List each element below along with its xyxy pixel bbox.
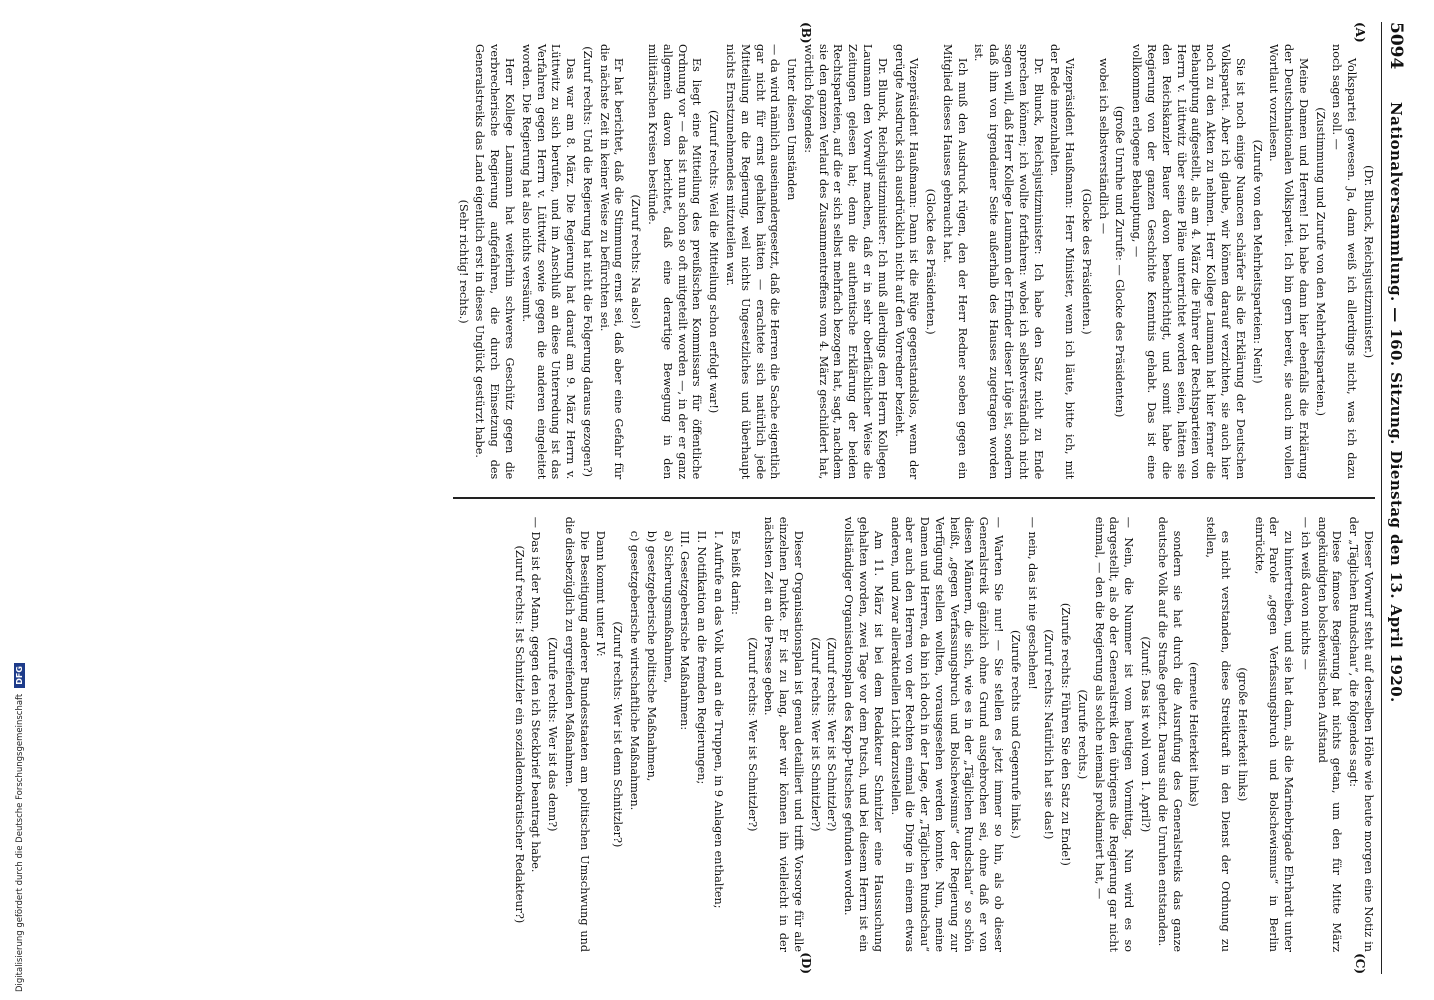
right-column (453, 499, 1375, 974)
left-column (453, 22, 1375, 497)
paragraph: Das war am 8. März. Die Regierung hat darauf am 9. März Herrn v. Lüttwitz zu sich berufen, und im Anschluß an diese Unterredung ist das Verfahren gegen Herrn v. Lüttwitz sowie gegen die anderen eingeleitet worden. Die Regierung hat also nichts versäumt. (519, 44, 578, 480)
paragraph: (erneute Heiterkeit links) (1187, 661, 1201, 807)
paragraph: (Glocke des Präsidenten.) (924, 188, 938, 335)
page-header (1381, 22, 1406, 974)
paragraph: (Zuruf: Das ist wohl vom 1. April?) (1139, 636, 1153, 833)
paragraph: (Zustimmung und Zurufe von den Mehrheitsparteien.) (1313, 107, 1327, 416)
page-title: Nationalversammlung. — 160. Sitzung. Dienstag den 13. April 1920. (1387, 102, 1405, 703)
paragraph: — nein, das ist nie geschehen! (1025, 516, 1039, 690)
paragraph: (Glocke des Präsidenten.) (1079, 188, 1093, 335)
paragraph: (große Unruhe und Zurufe: — Glocke des Präsidenten) (1113, 105, 1127, 418)
paragraph: Am 11. März ist bei dem Redakteur Schnitzler eine Haussuchung gehalten worden, zwei Tage vor dem Putsch, und bei diesem Herrn ist ein vollständiger Organisationsplan des Kapp-Putsches gefunden worden. (842, 516, 885, 952)
paragraph: Meine Damen und Herren! Ich habe dann hier ebenfalls die Erklärung der Deutschnationalen Volkspartei. Ich bin gern bereit, sie auch im vollen Wortlaut vorzulesen. (1267, 44, 1310, 480)
paragraph: (Zurufe von den Mehrheitsparteien: Nein!) (1250, 139, 1264, 384)
paragraph: — Nein, die Nummer ist vom heutigen Vormittag. Nun wird es so dargestellt, als ob der Generalstreik den übrigens die Regierung gar nicht einmal, — den die Regierung als solche niemals proklamiert hat, — (1092, 516, 1136, 952)
paragraph: b) gesetzgeberische politische Maßnahmen, (644, 530, 658, 782)
paragraph: Unter diesen Umständen (785, 58, 799, 201)
paragraph: Volkspartei gewesen. Ja, dann weiß ich allerdings nicht, was ich dazu noch sagen soll. — (1330, 44, 1359, 480)
paragraph: (Zuruf rechts: Ist Schnitzler ein sozialdemokratischer Redakteur?) (512, 545, 526, 924)
paragraph: Dieser Organisationsplan ist genau detailliert und trifft Vorsorge für alle einzelnen Punkte. Er ist zu lang, aber wir können ihn vielleicht in der nächsten Zeit an die Presse geben. (762, 516, 805, 952)
paragraph: wobei ich selbstverständlich — (1096, 58, 1110, 235)
paragraph: Dr. Blunck, Reichsjustizminister: Ich muß allerdings dem Herrn Kollegen Laumann den Vorwurf machen, daß er in sehr oberflächlicher Weise die Zeitungen gelesen hat; denn die authentische Erklärung der beiden Rechtsparteien, auf die er sich selbst mehrfach bezogen hat, sagt, nachdem sie den ganzen Verlauf des Zusammentreffens vom 4. März geschildert hat, wörtlich folgendes: (801, 44, 889, 480)
paragraph: Er hat berichtet, daß die Stimmung ernst sei, daß aber eine Gefahr für die nächste Zeit in keiner Weise zu befürchten sei. (597, 44, 626, 480)
paragraph: (Zurufe rechts: Führen Sie den Satz zu Ende!) (1059, 602, 1073, 866)
paragraph: (Zuruf rechts: Na also!) (629, 194, 643, 329)
margin-mark-d: (D) (799, 952, 813, 974)
page-number: 5094 (1386, 22, 1406, 70)
paragraph: (Sehr richtig! rechts.) (456, 199, 470, 324)
paragraph: Ich muß den Ausdruck rügen, den der Herr Redner soeben gegen ein Mitglied dieses Hauses gebraucht hat. (940, 44, 969, 480)
paragraph: Dieser Vorwurf steht auf derselben Höhe wie heute morgen eine Notiz in der „Täglichen Rundschau“, die folgendes sagt: (1347, 516, 1375, 952)
paragraph: zu hintertreiben, und sie hat dann, als die Marinebrigade Ehrhardt unter der Parole „gegen Verfassungsbruch und Bolschewismus“ in Berlin einrückte, (1252, 516, 1296, 952)
paragraph: a) Sicherungsmaßnahmen, (661, 530, 675, 684)
paragraph: c) gesetzgeberische wirtschaftliche Maßnahmen. (628, 530, 642, 811)
paragraph: Herr Kollege Laumann hat weiterhin schweres Geschütz gegen die verbrecherische Regierung aufgefahren, die durch Einsetzung des Generalstreiks das Land eigentlich erst in dieses Unglück gestürzt habe. (473, 44, 517, 480)
margin-mark-a: (A) (1353, 22, 1367, 43)
paragraph: es nicht verstanden, diese Streitkraft in den Dienst der Ordnung zu stellen, (1204, 516, 1232, 952)
paragraph: (Zuruf rechts: Und die Regierung hat nicht die Folgerung daraus gezogen?) (580, 46, 594, 477)
paragraph: (Dr. Blunck, Reichsjustizminister.) (1362, 165, 1375, 359)
paragraph: — da wird nämlich auseinandergesetzt, daß die Herren die Sache eigentlich gar nicht für ernst gehalten hätten — erachtete sich natürlich jede Mitteilung an die Regierung, weil nichts Ungesetzliches und überhaupt nichts Ernstzunehmendes mitzuteilen war. (723, 44, 782, 480)
margin-mark-c: (C) (1353, 953, 1367, 974)
paragraph: (Zurufe rechts und Gegenrufe links.) (1008, 629, 1022, 839)
paragraph: — ich weiß davon nichts — (1298, 516, 1312, 670)
paragraph: Die Beseitigung anderer Bundesstaaten am politischen Umschwung und die diesbezüglich zu ergreifenden Maßnahmen. (562, 516, 591, 952)
paragraph: Sie ist noch einige Nuancen schärfer als die Erklärung der Deutschen Volkspartei. Aber ich glaube, wir können darauf verzichten, sie auch hier noch zu den Akten zu nehmen. Herr Kollege Laumann hat hier ferner die Behauptung aufgestellt, als am 4. März die Führer der Rechtsparteien von Herrn v. Lüttwitz über seine Pläne unterrichtet worden seien, hätten sie den Reichskanzler Bauer davon benachrichtigt, und somit habe die Regierung von der ganzen Geschichte Kenntnis gehabt. Das ist eine vollkommen erlogene Behauptung, — (1130, 44, 1247, 480)
dfg-logo: DFG (14, 663, 25, 688)
paragraph: I. Aufrufe an das Volk und an die Truppen, in 9 Anlagen enthalten; (711, 530, 725, 909)
footer (14, 0, 25, 1000)
paragraph: II. Notifikation an die fremden Regierungen; (695, 530, 709, 785)
paragraph: Es heißt darin: (728, 530, 742, 615)
paragraph: Vizepräsident Haußmann: Herr Minister, wenn ich läute, bitte ich, mit der Rede innezuhalten. (1048, 44, 1077, 480)
paragraph: (große Heiterkeit links) (1235, 667, 1249, 802)
margin-mark-b: (B) (799, 22, 813, 44)
paragraph: — Warten Sie nur! — Sie stellen es jetzt immer so hin, als ob dieser Generalstreik gänzlich ohne Grund ausgebrochen sei, ohne daß er von diesen Männern, die sich, wie es in der „Täglichen Rundschau“ so schön heißt, „gegen Verfassungsbruch und Bolschewismus“ der Regierung zur Verfügung stellen wollten, vorausgesehen werden konnte. Nun, meine Damen und Herren, da bin ich doch in der Lage, der „Täglichen Rundschau“ aber auch den Herren von der Rechten einmal die Dinge in einem etwas anderen, und zwar alleraktuellen Licht darzustellen. (888, 516, 1006, 952)
paragraph: — Das ist der Mann, gegen den ich Steckbrief beantragt habe. (529, 516, 543, 873)
paragraph: sondern sie hat durch die Ausrufung des Generalstreiks das ganze deutsche Volk auf die Straße gehetzt. Daraus sind die Unruhen entstanden. (1155, 516, 1184, 952)
paragraph: (Zuruf rechts: Wer ist Schnitzler?) (825, 637, 839, 832)
paragraph: Es liegt eine Mitteilung des preußischen Kommissars für öffentliche Ordnung vor — das ist nun schon so oft mitgeteilt worden —, in der er ganz allgemein davon berichtet, daß eine derartige Bewegung in den militärischen Kreisen bestünde. (646, 44, 704, 480)
paragraph: (Zuruf rechts: Wer ist denn Schnitzler?) (611, 621, 625, 848)
paragraph: (Zurufe rechts.) (1075, 689, 1089, 780)
paragraph: (Zuruf rechts: Weil die Mitteilung schon erfolgt war!) (707, 110, 721, 414)
paragraph: Dr. Blunck, Reichsjustizminister: Ich habe den Satz nicht zu Ende sprechen können; ich wollte fortfahren: wobei ich selbstverständlich nicht sagen will, daß Herr Kollege Laumann der Erfinder dieser Lüge ist, sondern daß ihm von irgendeiner Seite außerhalb des Hauses zugetragen worden ist. (972, 44, 1045, 480)
paragraph: (Zurufe rechts: Wer ist das denn?) (546, 637, 560, 832)
paragraph: Dann kommt unter IV: (594, 530, 608, 657)
paragraph: (Zuruf rechts: Natürlich hat sie das!) (1042, 629, 1056, 840)
paragraph: (Zuruf rechts: Wer ist Schnitzler?) (745, 637, 759, 832)
paragraph: III. Gesetzgeberische Maßnahmen: (678, 530, 692, 731)
footer-credit: Digitalisierung gefördert durch die Deutsche Forschungsgemeinschaft (14, 693, 25, 992)
paragraph: Vizepräsident Haußmann: Dann ist die Rüge gegenstandslos, wenn der gerügte Ausdruck sich ausdrücklich nicht auf den Vorredner bezieht. (892, 44, 921, 480)
paragraph: Diese famose Regierung hat nichts getan, um den für Mitte März angekündigten bolschewistischen Aufstand (1315, 516, 1344, 952)
paragraph: (Zuruf rechts: Wer ist Schnitzler?) (808, 637, 822, 832)
text-columns (453, 22, 1375, 974)
